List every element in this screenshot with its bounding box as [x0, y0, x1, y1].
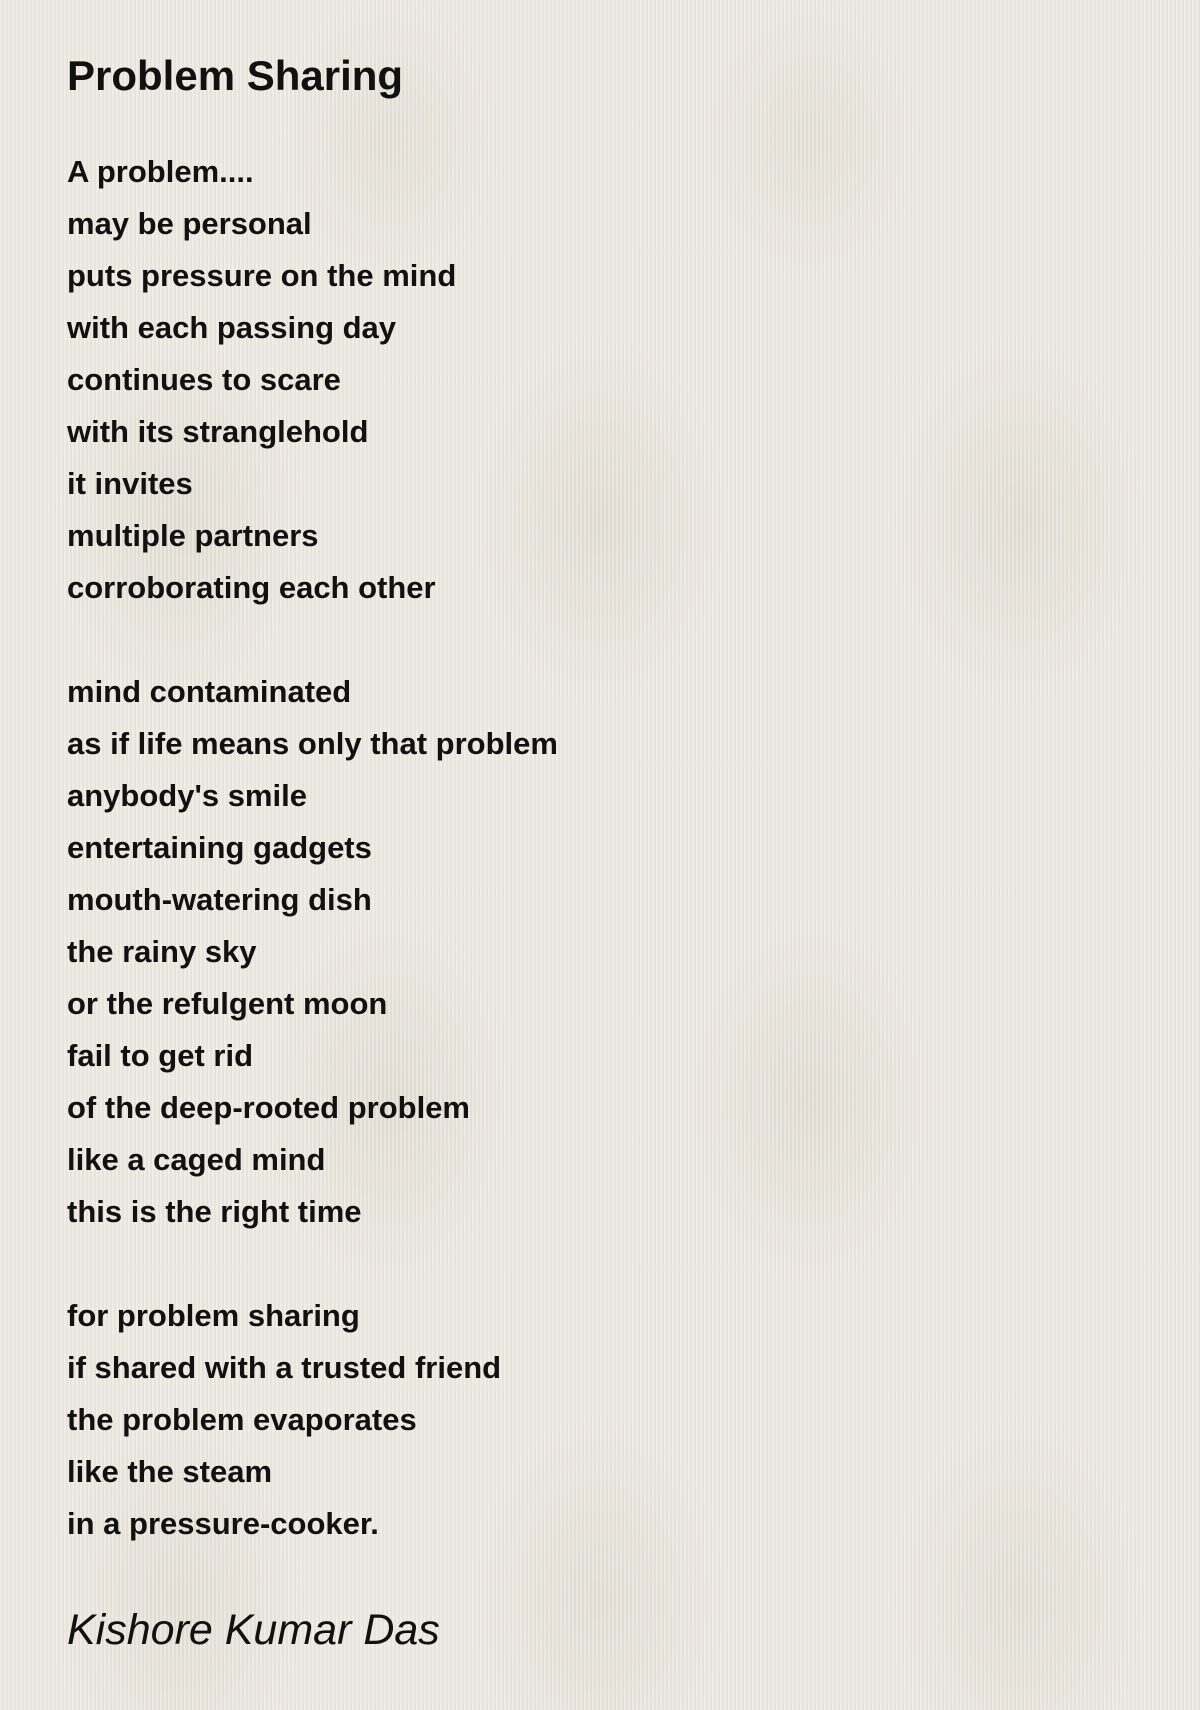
- poem-line: in a pressure-cooker.: [67, 1506, 379, 1541]
- poem-line: puts pressure on the mind: [67, 258, 457, 293]
- stanza-3: [67, 1290, 558, 1550]
- stanza-2: [67, 666, 558, 1238]
- poem-line: with each passing day: [67, 310, 397, 345]
- poem-line: like the steam: [67, 1454, 273, 1489]
- stanza-1: [67, 146, 558, 614]
- poem-line: A problem....: [67, 154, 254, 189]
- poem-line: fail to get rid: [67, 1038, 253, 1073]
- poem-line: like a caged mind: [67, 1142, 326, 1177]
- poem-card: [67, 48, 1127, 1541]
- poem-line: mouth-watering dish: [67, 882, 372, 917]
- poem-line: may be personal: [67, 206, 312, 241]
- poem-line: entertaining gadgets: [67, 830, 372, 865]
- poem-body: [67, 146, 558, 1602]
- poem-line: it invites: [67, 466, 193, 501]
- poem-line: for problem sharing: [67, 1298, 360, 1333]
- poem-line: of the deep-rooted problem: [67, 1090, 470, 1125]
- poem-line: continues to scare: [67, 362, 341, 397]
- poem-title: Problem Sharing: [67, 52, 404, 99]
- poem-line: anybody's smile: [67, 778, 307, 813]
- poem-line: the problem evaporates: [67, 1402, 417, 1437]
- poem-line: with its stranglehold: [67, 414, 369, 449]
- poem-line: the rainy sky: [67, 934, 257, 969]
- poem-line: or the refulgent moon: [67, 986, 388, 1021]
- poem-line: corroborating each other: [67, 570, 436, 605]
- poem-line: if shared with a trusted friend: [67, 1350, 502, 1385]
- poem-line: multiple partners: [67, 518, 319, 553]
- poem-author: Kishore Kumar Das: [67, 1606, 440, 1654]
- poem-line: mind contaminated: [67, 674, 352, 709]
- poem-line: this is the right time: [67, 1194, 362, 1229]
- poem-line: as if life means only that problem: [67, 726, 558, 761]
